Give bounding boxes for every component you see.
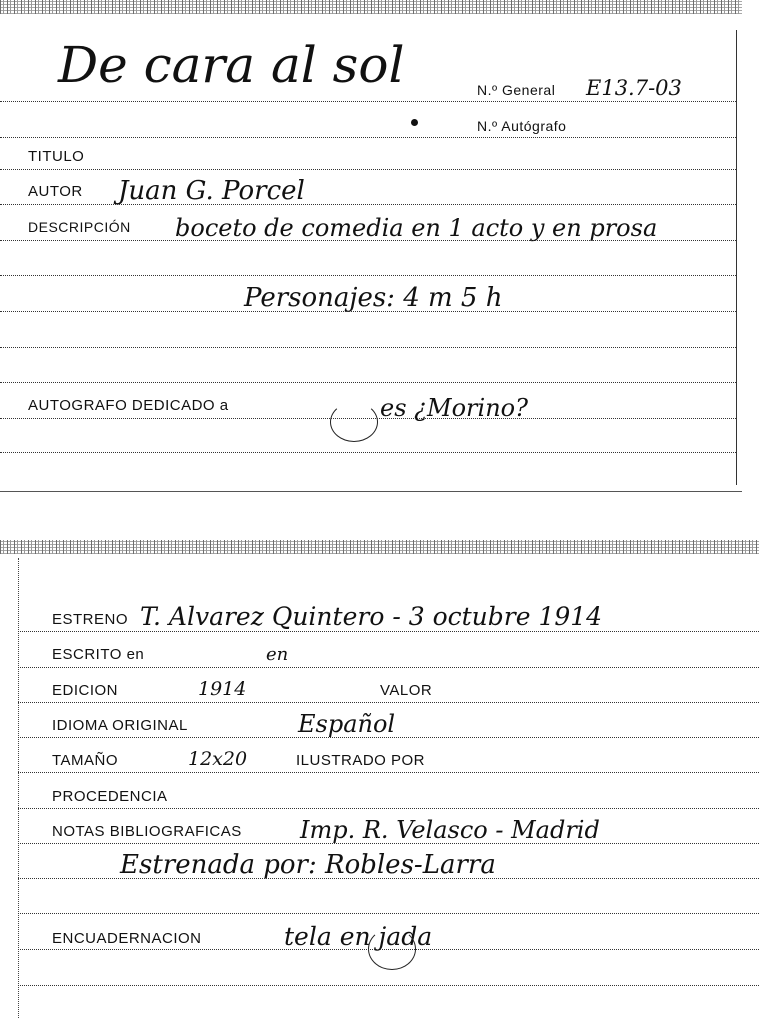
edicion-value: 1914 bbox=[198, 678, 247, 700]
idioma-label: IDIOMA ORIGINAL bbox=[52, 717, 188, 734]
encuadernacion-label: ENCUADERNACION bbox=[52, 930, 202, 947]
ruled-line bbox=[18, 667, 759, 668]
card-right-border bbox=[736, 30, 737, 485]
notas-value-second: Estrenada por: Robles-Larra bbox=[120, 850, 496, 880]
ruled-line bbox=[0, 101, 736, 102]
ruled-line bbox=[18, 702, 759, 703]
ruled-line bbox=[18, 631, 759, 632]
catalog-card-bottom bbox=[0, 540, 759, 1028]
bullet-mark bbox=[411, 119, 418, 126]
ruled-line bbox=[18, 808, 759, 809]
ruled-line bbox=[18, 737, 759, 738]
ruled-line bbox=[0, 275, 736, 276]
escrito-label: ESCRITO en bbox=[52, 646, 145, 663]
tamano-value: 12x20 bbox=[188, 748, 248, 770]
ruled-line bbox=[0, 204, 736, 205]
idioma-value: Español bbox=[298, 710, 396, 738]
catalog-card-top bbox=[0, 0, 742, 492]
handwritten-title: De cara al sol bbox=[58, 36, 405, 94]
ruled-line bbox=[0, 240, 736, 241]
general-number-label: N.º General bbox=[477, 82, 556, 98]
notas-value: Imp. R. Velasco - Madrid bbox=[300, 816, 600, 844]
autor-label: AUTOR bbox=[28, 183, 83, 200]
ruled-line bbox=[0, 347, 736, 348]
dedicado-value: es ¿Morino? bbox=[380, 394, 528, 422]
ruled-line bbox=[18, 878, 759, 879]
card-top-torn-edge bbox=[0, 540, 759, 554]
descripcion-label: DESCRIPCIÓN bbox=[28, 219, 131, 235]
ruled-line bbox=[18, 949, 759, 950]
ruled-line bbox=[18, 843, 759, 844]
punch-hole bbox=[330, 402, 378, 442]
ruled-line bbox=[0, 169, 736, 170]
ilustrado-label: ILUSTRADO POR bbox=[296, 752, 426, 769]
ruled-line bbox=[18, 985, 759, 986]
general-number-value: E13.7-03 bbox=[586, 76, 682, 100]
edicion-label: EDICION bbox=[52, 682, 119, 699]
estreno-label: ESTRENO bbox=[52, 611, 129, 628]
ruled-line bbox=[0, 418, 736, 419]
ruled-line bbox=[0, 382, 736, 383]
autografo-number-label: N.º Autógrafo bbox=[477, 118, 567, 134]
ruled-line bbox=[0, 137, 736, 138]
valor-label: VALOR bbox=[380, 682, 433, 699]
personajes-value: Personajes: 4 m 5 h bbox=[244, 283, 503, 313]
dedicado-label: AUTOGRAFO DEDICADO a bbox=[28, 397, 229, 414]
ruled-line bbox=[0, 452, 736, 453]
escrito-mark: en bbox=[266, 644, 289, 665]
ruled-line bbox=[0, 311, 736, 312]
ruled-line bbox=[18, 772, 759, 773]
card-bottom-border bbox=[0, 491, 742, 492]
titulo-label: TITULO bbox=[28, 148, 85, 165]
notas-label: NOTAS BIBLIOGRAFICAS bbox=[52, 823, 242, 840]
tamano-label: TAMAÑO bbox=[52, 752, 119, 769]
descripcion-value: boceto de comedia en 1 acto y en prosa bbox=[175, 214, 658, 242]
procedencia-label: PROCEDENCIA bbox=[52, 788, 168, 805]
ruled-line bbox=[18, 913, 759, 914]
card-top-torn-edge bbox=[0, 0, 742, 14]
encuadernacion-value: tela en jada bbox=[284, 922, 433, 951]
estreno-value: T. Alvarez Quintero - 3 octubre 1914 bbox=[140, 602, 603, 631]
autor-value: Juan G. Porcel bbox=[118, 176, 305, 206]
